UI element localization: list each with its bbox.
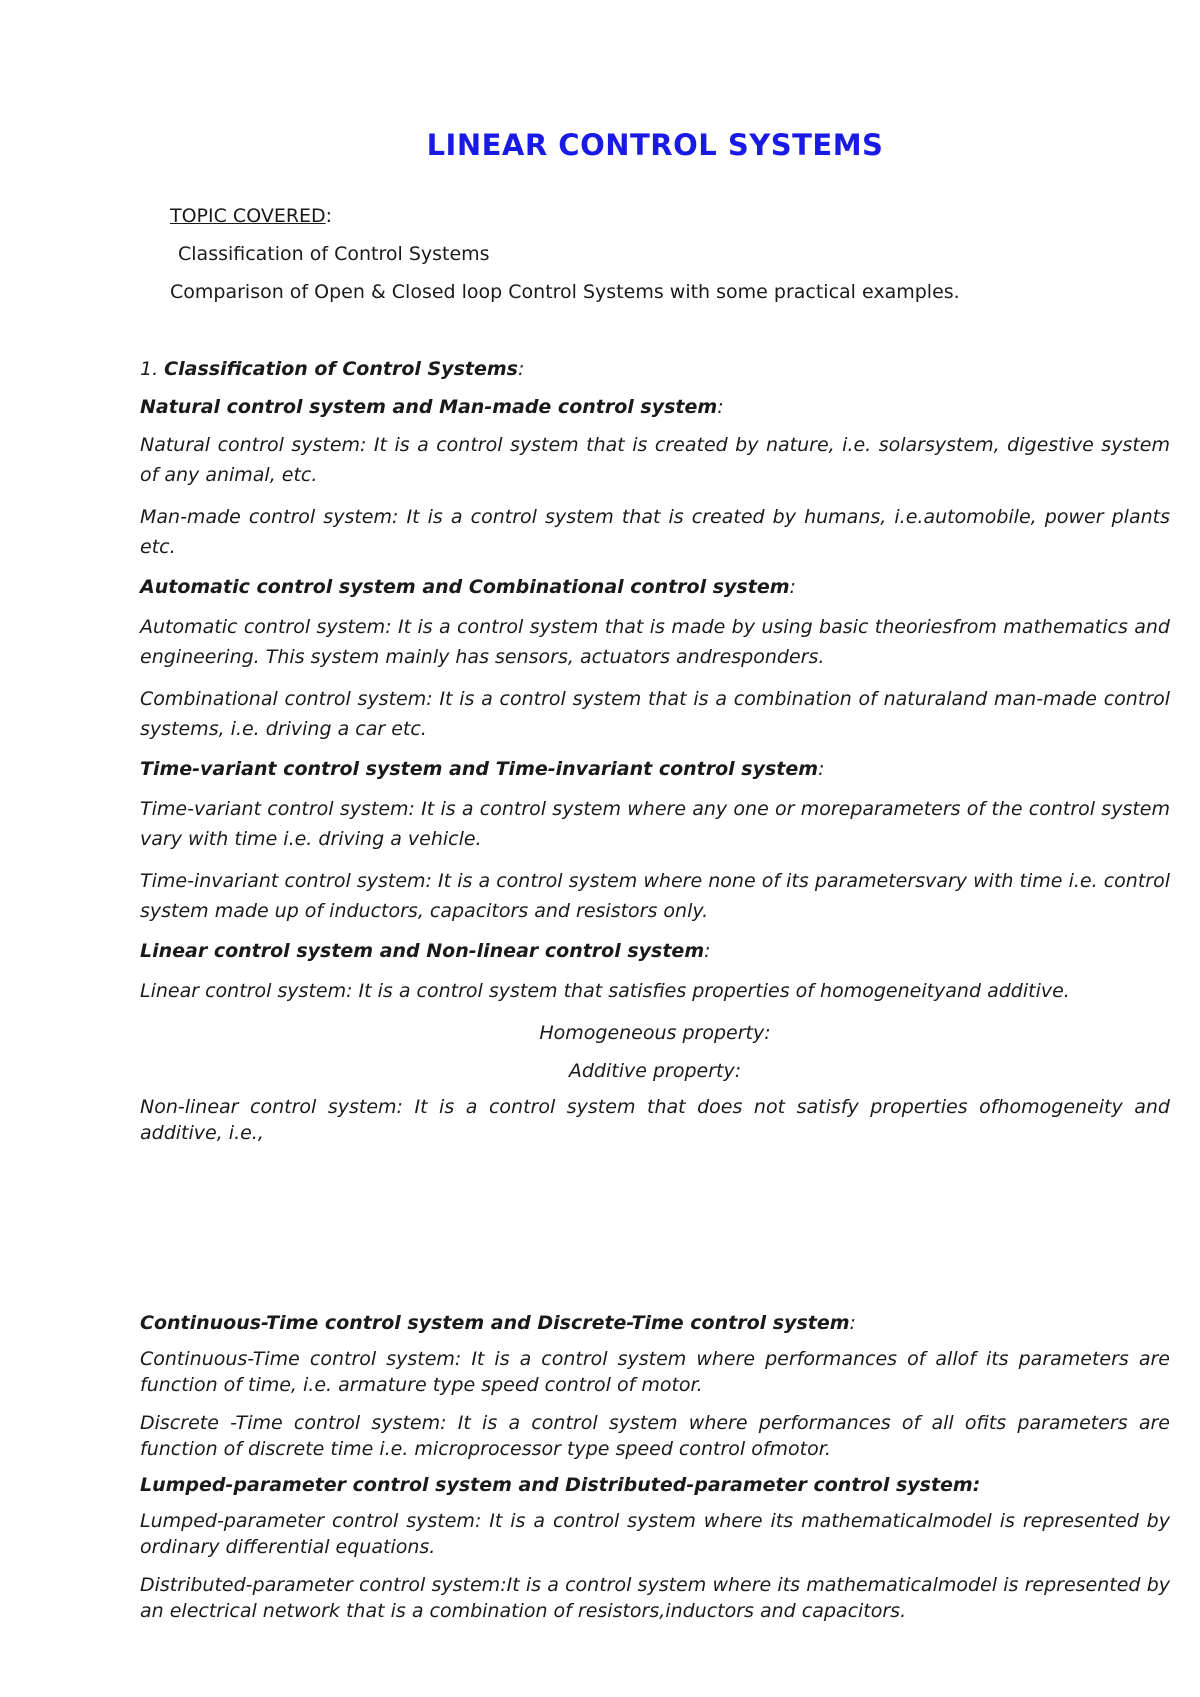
section-heading: 1. Classification of Control Systems: [140,358,525,380]
subsection-heading: Lumped-parameter control system and Distributed-parameter control system: [140,1474,981,1496]
subsection-heading: Natural control system and Man-made control system: [140,396,724,418]
subsection-heading: Linear control system and Non-linear control system: [140,940,711,962]
paragraph: Linear control system: It is a control system that satisfies properties of homogeneityand additive. [140,980,1070,1002]
paragraph: Combinational control system: It is a control system that is a combination of naturaland man-made control systems, i.e. driving a car etc. [140,688,1170,740]
property-label: Homogeneous property: [539,1022,771,1044]
paragraph: Distributed-parameter control system:It is a control system where its mathematicalmodel is represented by an electrical network that is a combination of resistors,inductors and capacitors. [140,1574,1170,1622]
page-title: LINEAR CONTROL SYSTEMS [426,128,884,162]
paragraph: Natural control system: It is a control system that is created by nature, i.e. solarsystem, digestive system of any animal, etc. [140,434,1170,486]
paragraph: Man-made control system: It is a control system that is created by humans, i.e.automobile, power plants etc. [140,506,1170,558]
topic-item: Comparison of Open & Closed loop Control Systems with some practical examples. [170,281,960,303]
subsection-heading: Continuous-Time control system and Discrete-Time control system: [140,1312,856,1334]
paragraph: Automatic control system: It is a control system that is made by using basic theoriesfrom mathematics and engineering. This system mainly has sensors, actuators andresponders. [140,616,1170,668]
section-classification [140,354,1170,1146]
topic-item: Classification of Control Systems [178,243,490,265]
property-label: Additive property: [568,1060,742,1082]
paragraph: Discrete -Time control system: It is a control system where performances of all ofits parameters are function of discrete time i.e. microprocessor type speed control ofmotor. [140,1412,1170,1460]
paragraph: Time-invariant control system: It is a control system where none of its parametersvary with time i.e. control system made up of inductors, capacitors and resistors only. [140,870,1170,922]
paragraph: Time-variant control system: It is a control system where any one or moreparameters of the control system vary with time i.e. driving a vehicle. [140,798,1170,850]
section-continued [140,1310,1170,1624]
paragraph: Lumped-parameter control system: It is a control system where its mathematicalmodel is represented by ordinary differential equations. [140,1510,1170,1558]
subsection-heading: Automatic control system and Combinational control system: [140,576,796,598]
topics-heading: TOPIC COVERED: [170,205,333,227]
paragraph: Continuous-Time control system: It is a control system where performances of allof its parameters are function of time, i.e. armature type speed control of motor. [140,1348,1170,1396]
subsection-heading: Time-variant control system and Time-invariant control system: [140,758,825,780]
paragraph: Non-linear control system: It is a control system that does not satisfy properties ofhomogeneity and additive, i.e., [140,1096,1170,1144]
